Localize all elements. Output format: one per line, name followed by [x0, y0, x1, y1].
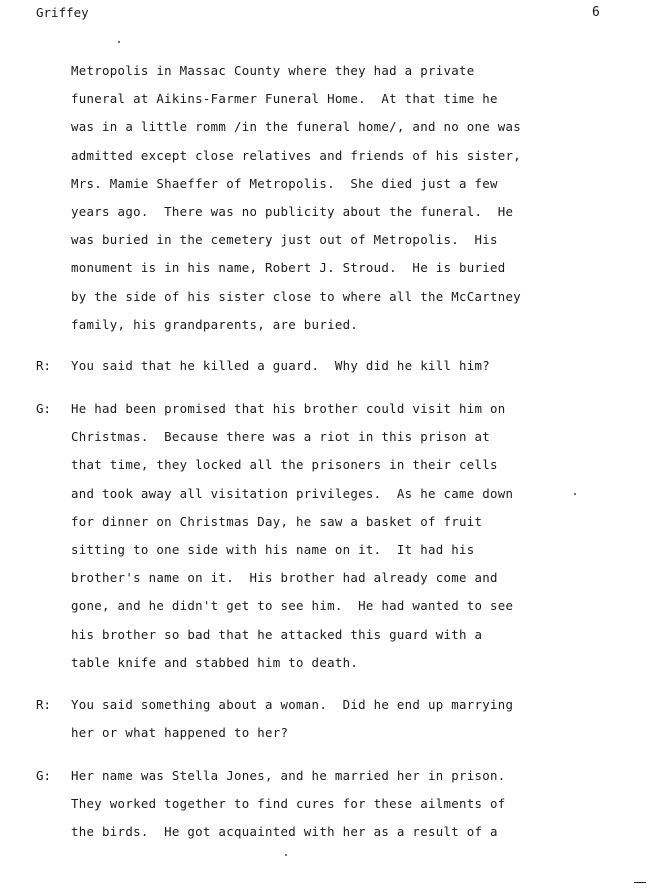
scan-speck	[118, 41, 120, 43]
transcript-line: by the side of his sister close to where all the McCartney	[71, 288, 522, 304]
transcript-line: that time, they locked all the prisoners in their cells	[71, 457, 498, 473]
transcript-line: was buried in the cemetery just out of Metropolis. His	[71, 232, 498, 248]
transcript-line: They worked together to find cures for these ailments of	[71, 796, 506, 812]
transcript-line: brother's name on it. His brother had already come and	[71, 570, 498, 586]
speaker-label: G:	[36, 401, 51, 416]
transcript-line: for dinner on Christmas Day, he saw a basket of fruit	[71, 513, 483, 529]
transcript-line: gone, and he didn't get to see him. He had wanted to see	[71, 598, 514, 614]
transcript-line: Christmas. Because there was a riot in this prison at	[71, 429, 491, 445]
transcript-line: admitted except close relatives and friends of his sister,	[71, 147, 522, 163]
speaker-label: R:	[36, 358, 51, 373]
scan-edge-mark	[634, 882, 646, 883]
transcript-line: her or what happened to her?	[71, 725, 289, 741]
transcript-line: years ago. There was no publicity about the funeral. He	[71, 204, 514, 219]
transcript-line: family, his grandparents, are buried.	[71, 316, 359, 332]
transcript-line: You said something about a woman. Did he end up marrying	[71, 697, 514, 712]
transcript-line: the birds. He got acquainted with her as a result of a	[71, 824, 498, 840]
transcript-line: his brother so bad that he attacked this guard with a	[71, 626, 483, 642]
speaker-label: R:	[36, 697, 51, 712]
speaker-label: G:	[36, 768, 51, 783]
scan-speck	[574, 493, 576, 495]
transcript-line: Mrs. Mamie Shaeffer of Metropolis. She died just a few	[71, 175, 498, 191]
transcript-line: table knife and stabbed him to death.	[71, 654, 359, 670]
header-name: Griffey	[36, 5, 89, 20]
transcript-line: You said that he killed a guard. Why did he kill him?	[71, 358, 491, 373]
transcript-line: was in a little romm /in the funeral home/, and no one was	[71, 119, 522, 135]
transcript-line: funeral at Aikins-Farmer Funeral Home. At that time he	[71, 91, 498, 107]
transcript-line: monument is in his name, Robert J. Stroud. He is buried	[71, 260, 506, 276]
transcript-line: Metropolis in Massac County where they had a private	[71, 63, 475, 78]
page-number: 6	[592, 5, 600, 20]
transcript-line: and took away all visitation privileges. As he came down	[71, 485, 514, 501]
transcript-line: He had been promised that his brother could visit him on	[71, 401, 506, 416]
transcript-line: sitting to one side with his name on it. It had his	[71, 542, 475, 557]
scan-speck	[285, 854, 287, 856]
transcript-line: Her name was Stella Jones, and he married her in prison.	[71, 768, 506, 783]
